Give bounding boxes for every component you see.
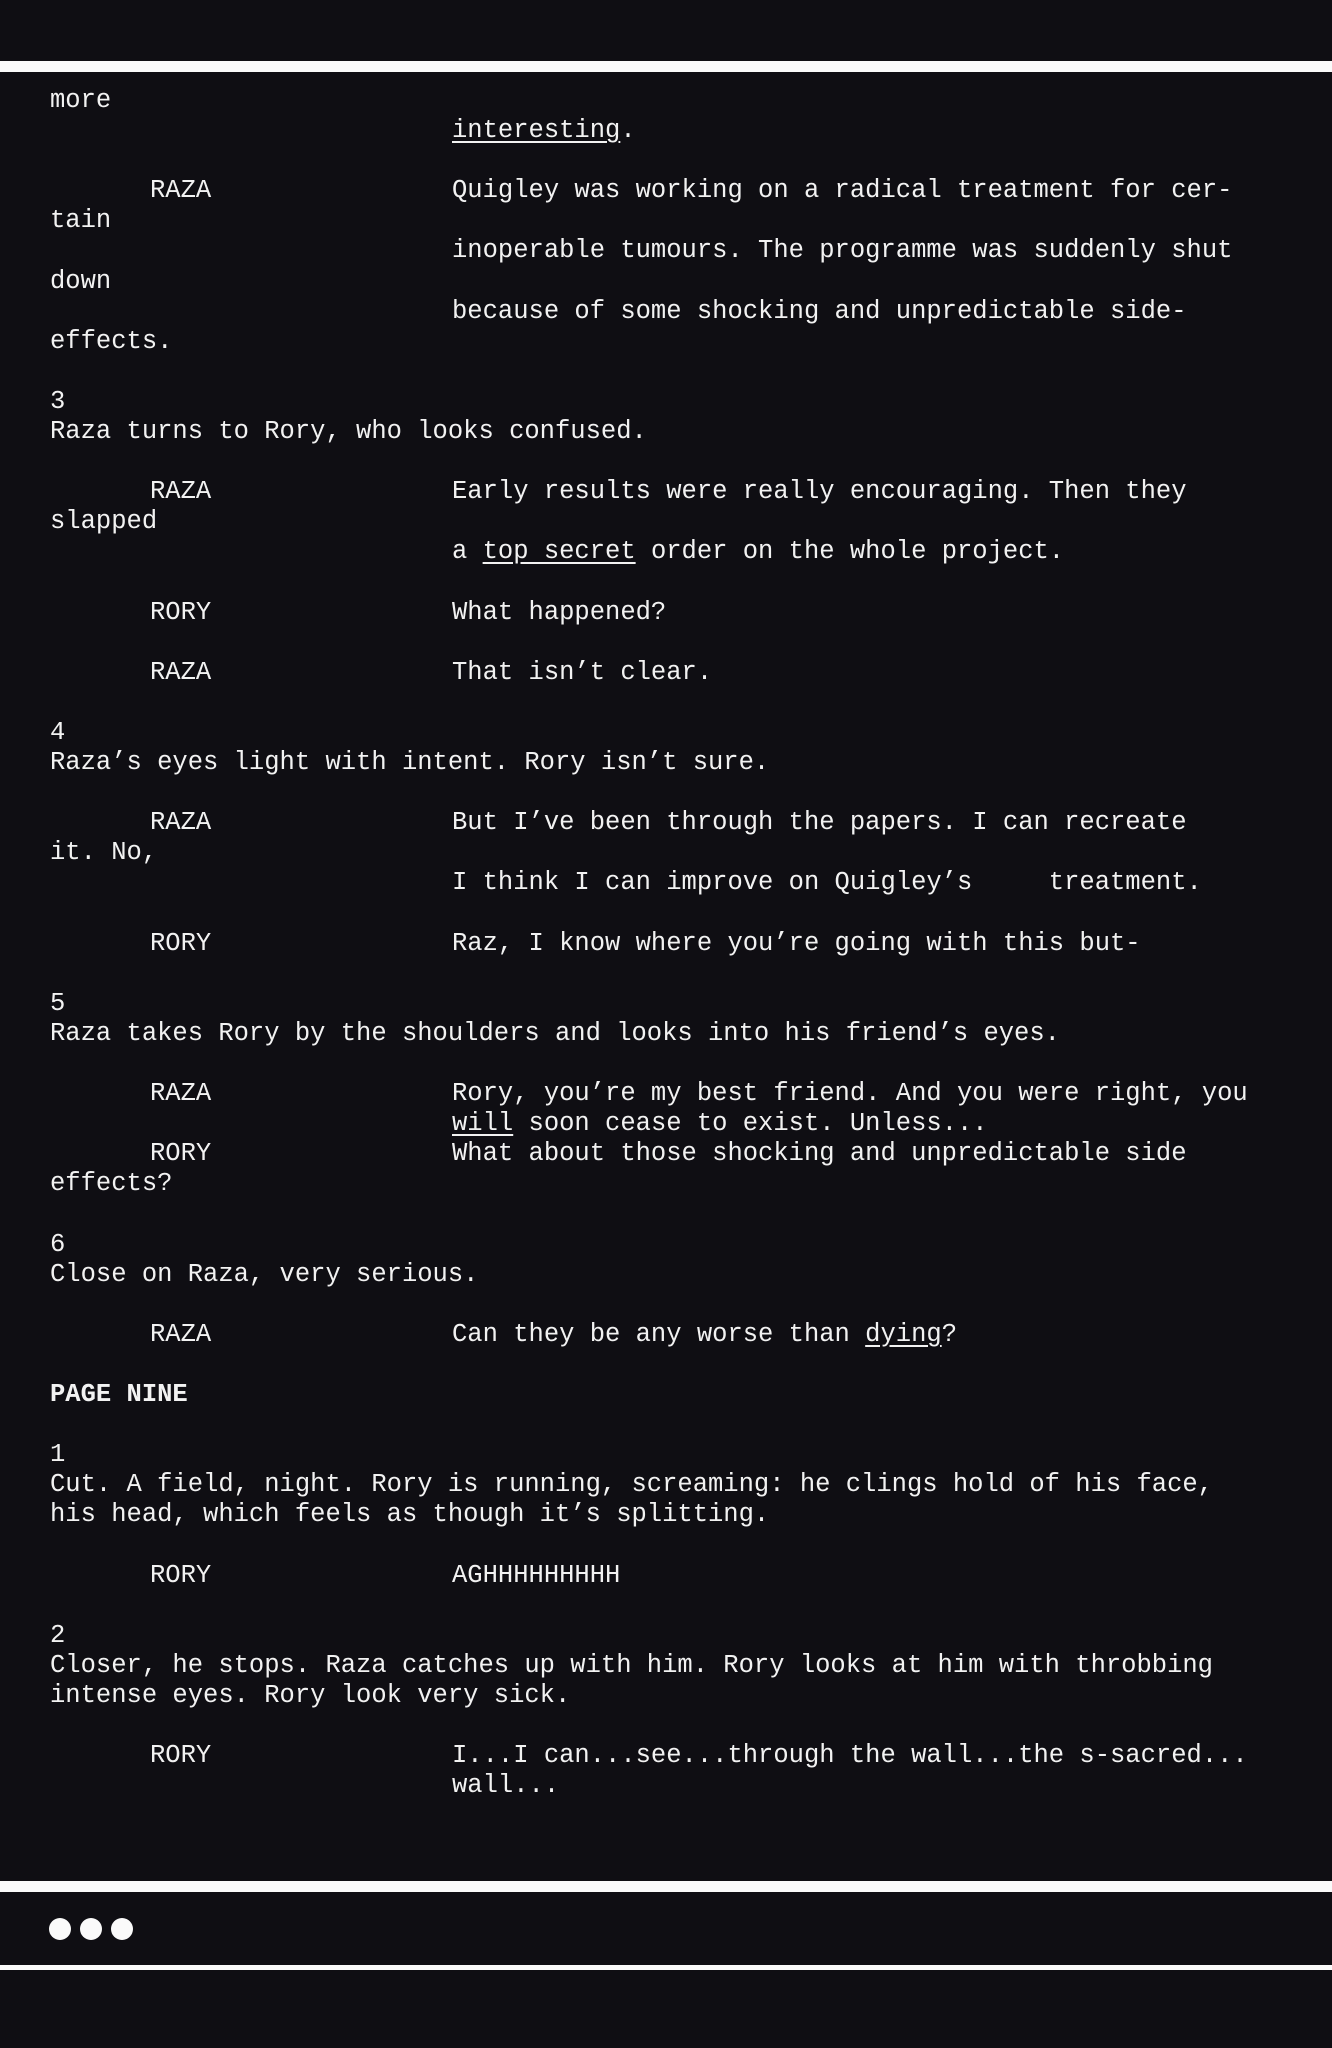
blank-line — [0, 1199, 1332, 1229]
dot-icon — [80, 1918, 102, 1940]
action-text: more — [50, 86, 112, 115]
blank-line — [0, 146, 1332, 176]
dialogue-text — [452, 176, 1232, 206]
footer-divider — [0, 1965, 1332, 1970]
underlined-emphasis: will — [452, 1109, 514, 1139]
underlined-emphasis: interesting — [452, 116, 621, 146]
dialogue-segment: I think I can improve on Quigley’s treatment. — [452, 868, 1202, 898]
dialogue-text — [452, 1139, 1187, 1169]
dot-icon — [49, 1918, 71, 1940]
blank-line — [0, 688, 1332, 718]
blank-line — [0, 357, 1332, 387]
dialogue-line — [0, 236, 1332, 266]
top-divider — [0, 61, 1332, 72]
dialogue-segment: inoperable tumours. The programme was suddenly shut — [452, 236, 1233, 266]
action-line — [0, 267, 1332, 297]
action-text: 6 — [50, 1229, 66, 1259]
action-line — [0, 1260, 1332, 1290]
underlined-emphasis: top secret — [482, 537, 636, 567]
action-text: effects. — [50, 326, 173, 356]
dialogue-line — [0, 297, 1332, 327]
character-name: RAZA — [150, 477, 212, 507]
character-name: RAZA — [150, 176, 212, 206]
dialogue-text — [452, 868, 1202, 898]
action-line — [0, 417, 1332, 447]
blank-line — [0, 628, 1332, 658]
action-line — [0, 1470, 1332, 1500]
blank-line — [0, 447, 1332, 477]
action-text: effects? — [50, 1169, 173, 1199]
dialogue-text — [452, 116, 636, 146]
dialogue-segment: because of some shocking and unpredictable side- — [452, 296, 1187, 326]
action-line — [0, 989, 1332, 1019]
dialogue-text — [452, 1741, 1248, 1771]
action-text: 1 — [50, 1440, 66, 1470]
action-text: slapped — [50, 507, 158, 537]
dialogue-segment: What about those shocking and unpredictable side — [452, 1139, 1187, 1169]
character-name: RAZA — [150, 808, 212, 838]
action-text: 5 — [50, 988, 66, 1018]
action-text: Raza turns to Rory, who looks confused. — [50, 417, 647, 447]
action-text: intense eyes. Rory look very sick. — [50, 1680, 571, 1710]
action-text: 3 — [50, 386, 66, 416]
blank-line — [0, 1290, 1332, 1320]
action-line — [0, 1380, 1332, 1410]
dialogue-line — [0, 176, 1332, 206]
blank-line — [0, 1350, 1332, 1380]
dialogue-line — [0, 116, 1332, 146]
dialogue-segment: order on the whole project. — [635, 537, 1065, 567]
dialogue-text — [452, 658, 712, 688]
character-name: RORY — [150, 928, 212, 958]
dialogue-line — [0, 598, 1332, 628]
action-line — [0, 507, 1332, 537]
action-line — [0, 206, 1332, 236]
action-line — [0, 1169, 1332, 1199]
dialogue-text — [452, 537, 1064, 567]
dialogue-text — [452, 808, 1187, 838]
action-text: Closer, he stops. Raza catches up with him. Rory looks at him with throbbing — [50, 1650, 1213, 1680]
blank-line — [0, 1531, 1332, 1561]
character-name: RAZA — [150, 1079, 212, 1109]
underlined-emphasis: dying — [865, 1319, 942, 1349]
action-text: Close on Raza, very serious. — [50, 1259, 479, 1289]
dialogue-text — [452, 1109, 988, 1139]
action-text: tain — [50, 206, 112, 236]
dialogue-segment: Can they be any worse than — [452, 1319, 866, 1349]
action-text: Raza’s eyes light with intent. Rory isn’t sure. — [50, 748, 770, 778]
dialogue-segment: Early results were really encouraging. Then they — [452, 477, 1187, 507]
action-line — [0, 1440, 1332, 1470]
blank-line — [0, 1410, 1332, 1440]
character-name: RORY — [150, 1741, 212, 1771]
dialogue-line — [0, 537, 1332, 567]
page-heading: PAGE NINE — [50, 1380, 188, 1410]
dialogue-line — [0, 868, 1332, 898]
dialogue-segment: But I’ve been through the papers. I can recreate — [452, 808, 1187, 838]
action-text: 2 — [50, 1620, 66, 1650]
dialogue-segment: That isn’t clear. — [452, 657, 713, 687]
action-text: Cut. A field, night. Rory is running, screaming: he clings hold of his face, — [50, 1470, 1213, 1500]
dialogue-line — [0, 1109, 1332, 1139]
character-name: RORY — [150, 1139, 212, 1169]
dialogue-line — [0, 808, 1332, 838]
dialogue-line — [0, 1771, 1332, 1801]
dialogue-segment: Rory, you’re my best friend. And you were right, you — [452, 1079, 1248, 1109]
action-line — [0, 1500, 1332, 1530]
character-name: RAZA — [150, 657, 212, 687]
blank-line — [0, 1591, 1332, 1621]
character-name: RORY — [150, 597, 212, 627]
blank-line — [0, 899, 1332, 929]
dialogue-text — [452, 929, 1141, 959]
dialogue-segment: a — [452, 537, 483, 567]
dialogue-line — [0, 1139, 1332, 1169]
dialogue-segment: soon cease to exist. Unless... — [513, 1109, 988, 1139]
blank-line — [0, 1711, 1332, 1741]
dialogue-segment: Quigley was working on a radical treatment for cer- — [452, 176, 1233, 206]
action-line — [0, 748, 1332, 778]
dialogue-text — [452, 598, 666, 628]
dialogue-line — [0, 1079, 1332, 1109]
dialogue-line — [0, 1741, 1332, 1771]
dialogue-segment: Raz, I know where you’re going with this but- — [452, 928, 1141, 958]
dialogue-text — [452, 236, 1232, 266]
blank-line — [0, 1049, 1332, 1079]
dialogue-segment: What happened? — [452, 597, 667, 627]
blank-line — [0, 568, 1332, 598]
dialogue-line — [0, 477, 1332, 507]
blank-line — [0, 959, 1332, 989]
more-dots-icon[interactable] — [49, 1918, 133, 1940]
dialogue-text — [452, 477, 1187, 507]
action-line — [0, 1651, 1332, 1681]
action-line — [0, 1621, 1332, 1651]
script-page — [0, 86, 1332, 1801]
action-text: his head, which feels as though it’s splitting. — [50, 1500, 770, 1530]
blank-line — [0, 778, 1332, 808]
action-line — [0, 718, 1332, 748]
action-line — [0, 387, 1332, 417]
dialogue-text — [452, 297, 1187, 327]
action-line — [0, 327, 1332, 357]
dialogue-text — [452, 1079, 1248, 1109]
bottom-divider — [0, 1881, 1332, 1892]
action-line — [0, 838, 1332, 868]
action-text: down — [50, 266, 112, 296]
character-name: RORY — [150, 1560, 212, 1590]
action-line — [0, 1681, 1332, 1711]
dialogue-line — [0, 929, 1332, 959]
dialogue-segment: . — [620, 116, 636, 146]
character-name: RAZA — [150, 1319, 212, 1349]
dialogue-text — [452, 1561, 620, 1591]
dialogue-text — [452, 1771, 559, 1801]
action-text: Raza takes Rory by the shoulders and looks into his friend’s eyes. — [50, 1018, 1060, 1048]
dialogue-line — [0, 1320, 1332, 1350]
dot-icon — [111, 1918, 133, 1940]
dialogue-segment: AGHHHHHHHHH — [452, 1560, 621, 1590]
dialogue-line — [0, 1561, 1332, 1591]
action-line — [0, 86, 1332, 116]
action-line — [0, 1019, 1332, 1049]
action-line — [0, 1230, 1332, 1260]
dialogue-segment: wall... — [452, 1771, 560, 1801]
dialogue-text — [452, 1320, 957, 1350]
action-text: it. No, — [50, 838, 158, 868]
dialogue-line — [0, 658, 1332, 688]
dialogue-segment: ? — [941, 1319, 957, 1349]
action-text: 4 — [50, 717, 66, 747]
dialogue-segment: I...I can...see...through the wall...the s-sacred... — [452, 1741, 1248, 1771]
